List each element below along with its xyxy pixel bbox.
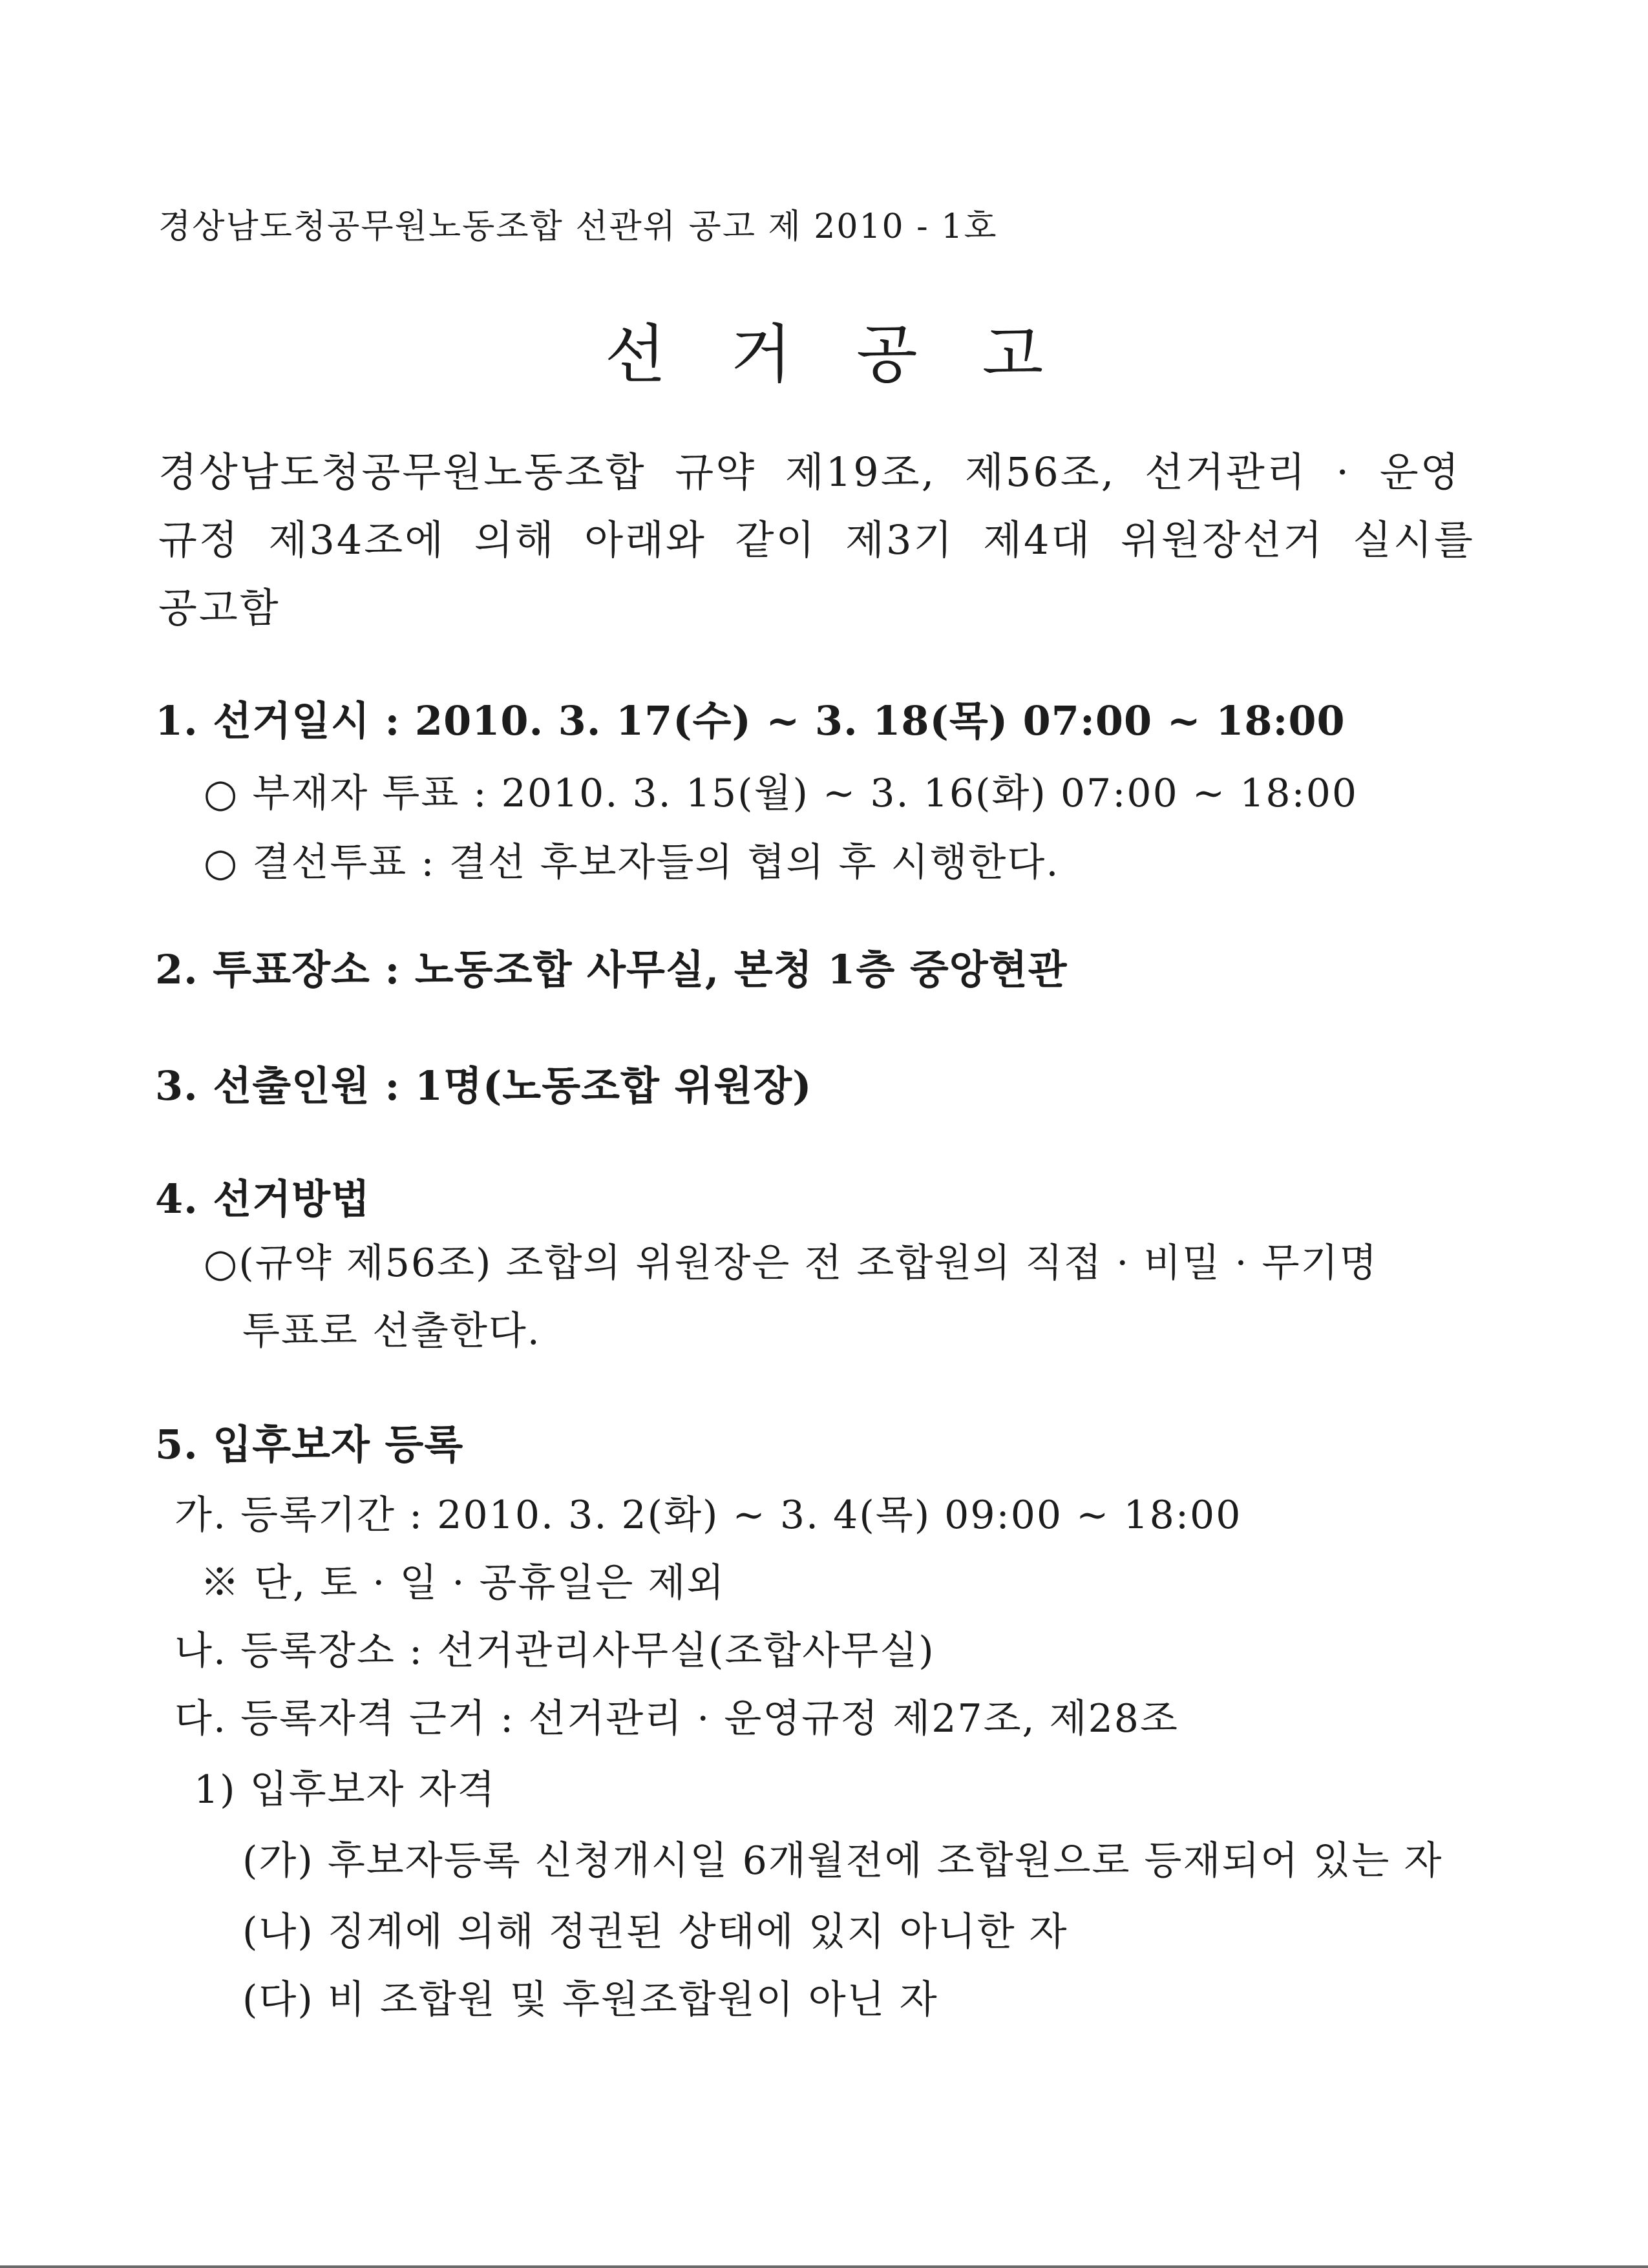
section-election-date-heading: 1. 선거일시 : 2010. 3. 17(수) ~ 3. 18(목) 07:00 ~ 18:00 xyxy=(155,697,1346,744)
election-method-line-2: 투표로 선출한다. xyxy=(242,1308,541,1354)
qualification-title: 1) 입후보자 자격 xyxy=(194,1767,496,1812)
intro-line-2: 규정 제34조에 의해 아래와 같이 제3기 제4대 위원장선거 실시를 xyxy=(158,516,1475,563)
qualification-item: (나) 징계에 의해 정권된 상태에 있지 아니한 자 xyxy=(242,1909,1068,1955)
registration-period: 가. 등록기간 : 2010. 3. 2(화) ~ 3. 4(목) 09:00 ~ 18:00 xyxy=(174,1493,1242,1538)
qualification-item: (가) 후보자등록 신청개시일 6개월전에 조합원으로 등재되어 있는 자 xyxy=(242,1838,1443,1884)
absentee-vote-item: ○ 부재자 투표 : 2010. 3. 15(월) ~ 3. 16(화) 07:00 ~ 18:00 xyxy=(204,771,1358,816)
scan-bottom-edge xyxy=(0,2265,1648,2268)
section-candidate-registration-heading: 5. 입후보자 등록 xyxy=(155,1421,464,1468)
runoff-vote-item: ○ 결선투표 : 결선 후보자들의 협의 후 시행한다. xyxy=(204,840,1060,885)
registration-basis: 다. 등록자격 근거 : 선거관리 · 운영규정 제27조, 제28조 xyxy=(174,1696,1179,1741)
registration-period-note: ※ 단, 토 · 일 · 공휴일은 제외 xyxy=(200,1560,726,1606)
section-elected-count-heading: 3. 선출인원 : 1명(노동조합 위원장) xyxy=(155,1062,812,1109)
section-election-method-heading: 4. 선거방법 xyxy=(155,1175,370,1223)
intro-line-3: 공고함 xyxy=(158,584,280,631)
notice-number: 경상남도청공무원노동조합 선관위 공고 제 2010 - 1호 xyxy=(158,207,998,246)
section-voting-place-heading: 2. 투표장소 : 노동조합 사무실, 본청 1층 중앙현관 xyxy=(155,946,1068,993)
document-title: 선거공고 xyxy=(604,318,1108,392)
registration-place: 나. 등록장소 : 선거관리사무실(조합사무실) xyxy=(174,1628,935,1674)
election-method-line-1: ○(규약 제56조) 조합의 위원장은 전 조합원의 직접 · 비밀 · 무기명 xyxy=(204,1241,1379,1286)
qualification-item: (다) 비 조합원 및 후원조합원이 아닌 자 xyxy=(242,1977,938,2022)
intro-line-1: 경상남도청공무원노동조합 규약 제19조, 제56조, 선거관리 · 운영 xyxy=(158,448,1461,496)
